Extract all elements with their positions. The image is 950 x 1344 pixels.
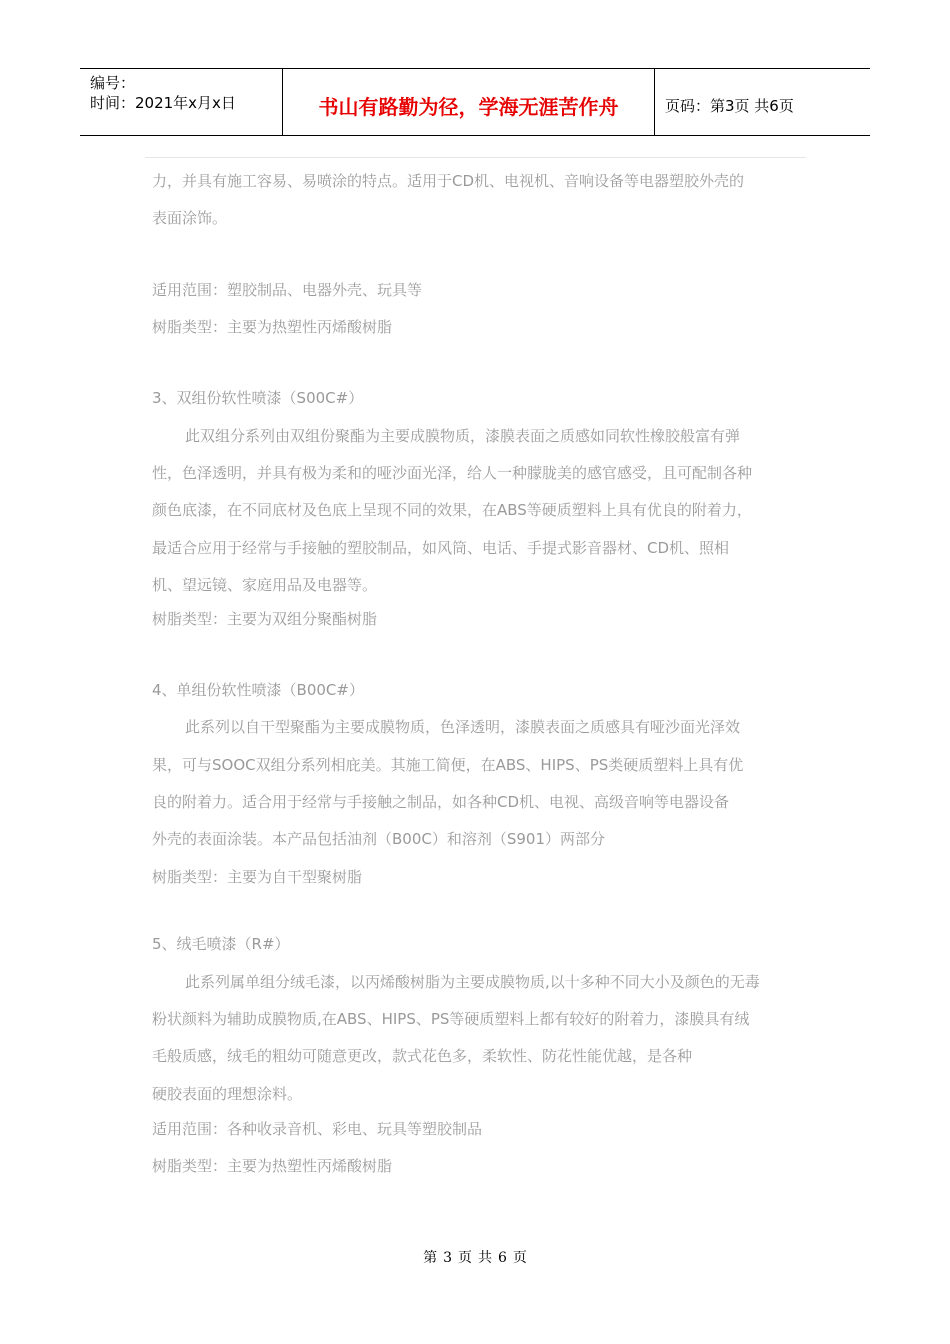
paragraph-line: 颜色底漆，在不同底材及色底上呈现不同的效果，在ABS等硬质塑料上具有优良的附着力， <box>152 501 752 519</box>
paragraph-line: 最适合应用于经常与手接触的塑胶制品，如风筒、电话、手提式影音器材、CD机、照相 <box>152 539 730 557</box>
document-time-label: 时间：2021年x月x日 <box>90 94 236 112</box>
footer-text: 页 <box>512 1250 527 1266</box>
paragraph-line: 果，可与SOOC双组分系列相庇美。其施工简便，在ABS、HIPS、PS类硬质塑料上具有优 <box>152 756 744 774</box>
paragraph-line: 此系列以自干型聚酯为主要成膜物质，色泽透明，漆膜表面之质感具有哑沙面光泽效 <box>185 718 741 736</box>
resin-type-line: 树脂类型：主要为自干型聚树脂 <box>152 868 363 886</box>
page-footer <box>0 1247 950 1267</box>
paragraph-line: 机、望远镜、家庭用品及电器等。 <box>152 576 378 594</box>
paragraph-line: 力，并具有施工容易、易喷涂的特点。适用于CD机、电视机、音响设备等电器塑胶外壳的 <box>152 172 745 190</box>
footer-text: 第 <box>423 1250 438 1266</box>
paragraph-line: 粉状颜料为辅助成膜物质,在ABS、HIPS、PS等硬质塑料上都有较好的附着力，漆膜具有绒 <box>152 1010 750 1028</box>
footer-page-number: 3 <box>443 1250 452 1266</box>
paragraph-line: 此系列属单组分绒毛漆，以丙烯酸树脂为主要成膜物质,以十多种不同大小及颜色的无毒 <box>185 973 760 991</box>
paragraph-line: 此双组分系列由双组份聚酯为主要成膜物质，漆膜表面之质感如同软性橡胶般富有弹 <box>185 427 741 445</box>
resin-type-line: 树脂类型：主要为热塑性丙烯酸树脂 <box>152 1157 393 1175</box>
header-motto: 书山有路勤为径，学海无涯苦作舟 <box>282 69 655 135</box>
resin-type-line: 树脂类型：主要为热塑性丙烯酸树脂 <box>152 318 393 336</box>
page-header <box>80 68 870 136</box>
footer-text: 页 <box>458 1250 472 1266</box>
section-heading-5: 5、绒毛喷漆（R#） <box>152 935 290 953</box>
footer-text: 共 <box>478 1250 492 1266</box>
paragraph-line: 表面涂饰。 <box>152 209 228 227</box>
scope-line: 适用范围：塑胶制品、电器外壳、玩具等 <box>152 281 423 299</box>
section-heading-4: 4、单组份软性喷漆（B00C#） <box>152 681 364 699</box>
resin-type-line: 树脂类型：主要为双组分聚酯树脂 <box>152 610 378 628</box>
scope-line: 适用范围：各种收录音机、彩电、玩具等塑胶制品 <box>152 1120 483 1138</box>
document-number-label: 编号： <box>90 74 136 92</box>
footer-total-pages: 6 <box>498 1250 507 1266</box>
paragraph-line: 良的附着力。适合用于经常与手接触之制品，如各种CD机、电视、高级音响等电器设备 <box>152 793 730 811</box>
header-page-info: 页码：第3页 共6页 <box>665 96 794 115</box>
content-top-rule <box>145 157 806 158</box>
paragraph-line: 毛般质感，绒毛的粗幼可随意更改，款式花色多，柔软性、防花性能优越，是各种 <box>152 1047 693 1065</box>
section-heading-3: 3、双组份软性喷漆（S00C#） <box>152 389 364 407</box>
paragraph-line: 性，色泽透明，并具有极为柔和的哑沙面光泽，给人一种朦胧美的感官感受，且可配制各种 <box>152 464 753 482</box>
paragraph-line: 硬胶表面的理想涂料。 <box>152 1085 303 1103</box>
paragraph-line: 外壳的表面涂装。本产品包括油剂（B00C）和溶剂（S901）两部分 <box>152 830 606 848</box>
header-meta <box>80 69 282 135</box>
